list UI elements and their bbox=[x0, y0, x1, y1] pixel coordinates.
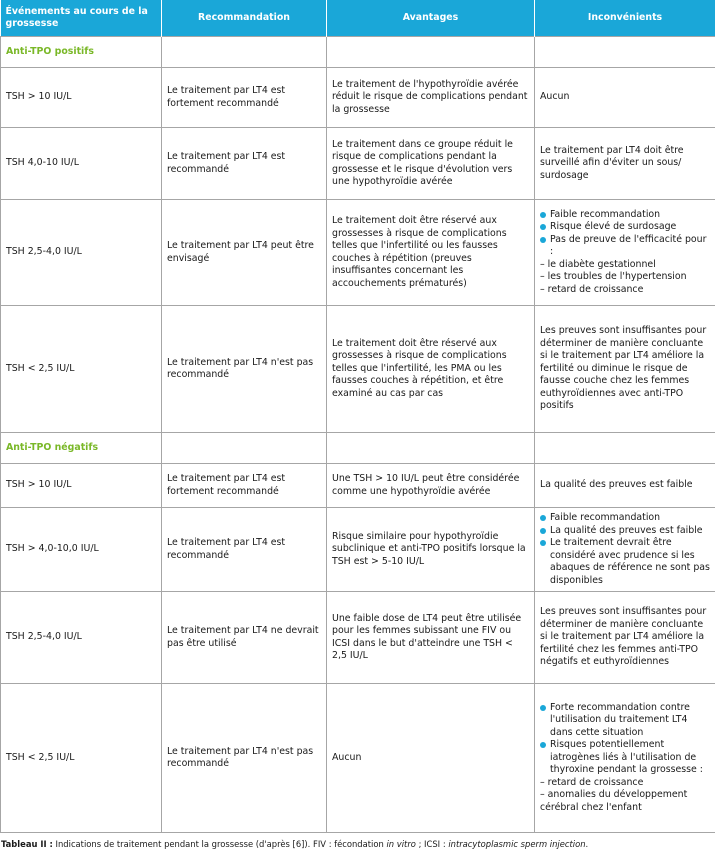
table-caption bbox=[0, 839, 715, 849]
event-cell: TSH < 2,5 IU/L bbox=[1, 306, 162, 433]
advantages-cell: Le traitement doit être réservé aux grossesses à risque de complications telles que l'infertilité, les PMA ou les fausses couches à répétition, et être examiné au cas par cas bbox=[327, 306, 535, 433]
drawback-text: Faible recommandation bbox=[550, 512, 661, 523]
event-cell: TSH 2,5-4,0 IU/L bbox=[1, 592, 162, 684]
drawback-text: La qualité des preuves est faible bbox=[550, 524, 703, 536]
section-row bbox=[1, 37, 715, 68]
drawback-text: – le diabète gestationnel bbox=[540, 258, 656, 270]
drawbacks-cell bbox=[535, 684, 715, 833]
bullet-item bbox=[540, 537, 710, 587]
drawback-text: Forte recommandation contre l'utilisation du traitement LT4 dans cette situation bbox=[550, 701, 690, 738]
drawback-text: Le traitement devrait être considéré avec prudence si les abaques de référence ne sont pas disponibles bbox=[550, 537, 710, 586]
header-drawbacks: Inconvénients bbox=[535, 0, 715, 37]
caption-text-2: ; ICSI : bbox=[415, 839, 449, 849]
bullet-item bbox=[540, 221, 710, 234]
drawbacks-cell: Les preuves sont insuffisantes pour déterminer de manière concluante si le traitement par LT4 améliore la fertilité chez les femmes anti-TPO négatifs et euthyroïdiennes bbox=[535, 592, 715, 684]
bullet-item bbox=[540, 739, 710, 777]
event-cell: TSH < 2,5 IU/L bbox=[1, 684, 162, 833]
table-row bbox=[1, 306, 715, 433]
recommendation-cell: Le traitement par LT4 est fortement recommandé bbox=[162, 464, 327, 508]
event-cell: TSH > 10 IU/L bbox=[1, 68, 162, 128]
bullet-item bbox=[540, 234, 710, 259]
table-row bbox=[1, 200, 715, 306]
advantages-cell: Aucun bbox=[327, 684, 535, 833]
event-cell: TSH > 4,0-10,0 IU/L bbox=[1, 508, 162, 592]
event-cell: TSH > 10 IU/L bbox=[1, 464, 162, 508]
drawbacks-cell bbox=[535, 200, 715, 306]
recommendation-cell: Le traitement par LT4 peut être envisagé bbox=[162, 200, 327, 306]
advantages-cell: Le traitement doit être réservé aux grossesses à risque de complications telles que l'infertilité ou les fausses couches à répétition (preuves insuffisantes concernant les accouchements prématurés) bbox=[327, 200, 535, 306]
drawback-text: – anomalies du développement cérébral chez l'enfant bbox=[540, 789, 688, 813]
bullet-item bbox=[540, 512, 710, 525]
drawbacks-list bbox=[540, 209, 710, 297]
drawback-text: Risque élevé de surdosage bbox=[550, 221, 677, 233]
advantages-cell: Le traitement dans ce groupe réduit le risque de complications pendant la grossesse et le risque d'évolution vers une hypothyroïdie avérée bbox=[327, 128, 535, 200]
recommendation-cell: Le traitement par LT4 n'est pas recommandé bbox=[162, 684, 327, 833]
drawbacks-list bbox=[540, 702, 710, 815]
drawback-text: – les troubles de l'hypertension bbox=[540, 271, 687, 283]
drawback-text: Faible recommandation bbox=[550, 208, 661, 220]
drawbacks-cell: Le traitement par LT4 doit être surveillé afin d'éviter un sous/ surdosage bbox=[535, 128, 715, 200]
dash-item bbox=[540, 284, 710, 297]
recommendation-cell: Le traitement par LT4 est recommandé bbox=[162, 128, 327, 200]
dash-item bbox=[540, 271, 710, 284]
drawbacks-cell: Aucun bbox=[535, 68, 715, 128]
header-advantages: Avantages bbox=[327, 0, 535, 37]
advantages-cell: Le traitement de l'hypothyroïdie avérée réduit le risque de complications pendant la grossesse bbox=[327, 68, 535, 128]
advantages-cell: Une faible dose de LT4 peut être utilisée pour les femmes subissant une FIV ou ICSI dans le but d'atteindre une TSH < 2,5 IU/L bbox=[327, 592, 535, 684]
drawbacks-list bbox=[540, 512, 710, 587]
drawback-text: – retard de croissance bbox=[540, 776, 644, 788]
empty-cell bbox=[327, 37, 535, 68]
table-row bbox=[1, 128, 715, 200]
dash-item bbox=[540, 259, 710, 272]
caption-text-3: . bbox=[585, 839, 589, 849]
table-row bbox=[1, 592, 715, 684]
bullet-item bbox=[540, 209, 710, 222]
dash-item bbox=[540, 777, 710, 790]
header-row bbox=[1, 0, 715, 37]
empty-cell bbox=[162, 433, 327, 464]
drawbacks-cell: Les preuves sont insuffisantes pour déterminer de manière concluante si le traitement par LT4 améliore la fertilité ou diminue le risque de fausse couche chez les femmes euthyroïdiennes avec anti-TPO positifs bbox=[535, 306, 715, 433]
recommendation-cell: Le traitement par LT4 ne devrait pas être utilisé bbox=[162, 592, 327, 684]
bullet-item bbox=[540, 702, 710, 740]
recommendation-cell: Le traitement par LT4 n'est pas recommandé bbox=[162, 306, 327, 433]
empty-cell bbox=[327, 433, 535, 464]
recommendation-cell: Le traitement par LT4 est recommandé bbox=[162, 508, 327, 592]
table-row bbox=[1, 68, 715, 128]
table-row bbox=[1, 508, 715, 592]
drawback-text: Risques potentiellement iatrogènes liés à l'utilisation de thyroxine pendant la grossesse : bbox=[550, 739, 703, 776]
advantages-cell: Risque similaire pour hypothyroïdie subclinique et anti-TPO positifs lorsque la TSH est > 5-10 IU/L bbox=[327, 508, 535, 592]
table-row bbox=[1, 464, 715, 508]
caption-italic-2: intracytoplasmic sperm injection bbox=[448, 839, 586, 849]
empty-cell bbox=[162, 37, 327, 68]
drawback-text: – retard de croissance bbox=[540, 283, 644, 295]
table-row bbox=[1, 684, 715, 833]
drawback-text: Pas de preuve de l'efficacité pour : bbox=[550, 233, 707, 258]
drawbacks-cell bbox=[535, 508, 715, 592]
caption-text-1: Indications de traitement pendant la grossesse (d'après [6]). FIV : fécondation bbox=[52, 839, 387, 849]
empty-cell bbox=[535, 433, 715, 464]
recommendation-cell: Le traitement par LT4 est fortement recommandé bbox=[162, 68, 327, 128]
empty-cell bbox=[535, 37, 715, 68]
caption-italic-1: in vitro bbox=[386, 839, 416, 849]
event-cell: TSH 2,5-4,0 IU/L bbox=[1, 200, 162, 306]
caption-label: Tableau II : bbox=[1, 839, 53, 849]
section-title: Anti-TPO négatifs bbox=[1, 433, 162, 464]
dash-item bbox=[540, 789, 710, 814]
drawbacks-cell: La qualité des preuves est faible bbox=[535, 464, 715, 508]
section-row bbox=[1, 433, 715, 464]
event-cell: TSH 4,0-10 IU/L bbox=[1, 128, 162, 200]
advantages-cell: Une TSH > 10 IU/L peut être considérée comme une hypothyroïdie avérée bbox=[327, 464, 535, 508]
section-title: Anti-TPO positifs bbox=[1, 37, 162, 68]
header-recommendation: Recommandation bbox=[162, 0, 327, 37]
header-events: Événements au cours de la grossesse bbox=[1, 0, 162, 37]
bullet-item bbox=[540, 525, 710, 538]
